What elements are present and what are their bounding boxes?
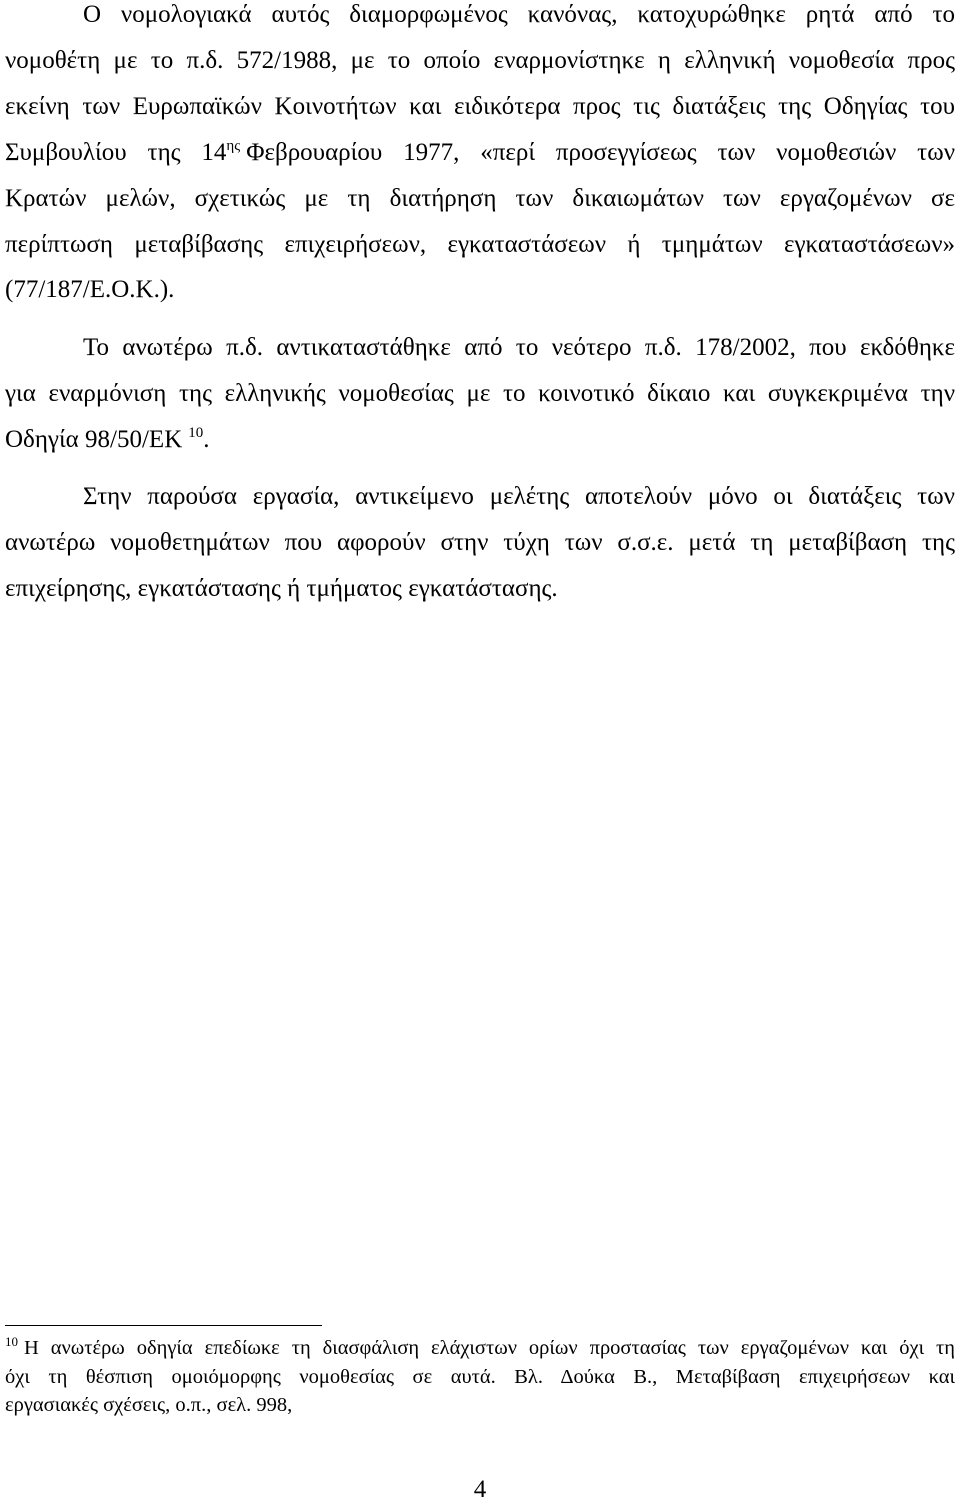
body-text: Συμβουλίου της 14	[5, 139, 227, 166]
footnote-separator	[5, 1325, 322, 1326]
footnote-marker: 10	[5, 1334, 18, 1349]
body-line: επιχείρησης, εγκατάστασης ή τμήματος εγκατάστασης.	[5, 575, 558, 602]
page-number: 4	[473, 1476, 487, 1503]
body-line: Ο νομολογιακά αυτός διαμορφωμένος κανόνας, κατοχυρώθηκε ρητά από το	[83, 1, 955, 28]
footnote-line: όχι τη θέσπιση ομοιόμορφης νομοθεσίας σε αυτά. Βλ. Δούκα Β., Μεταβίβαση επιχειρήσεων και	[5, 1366, 955, 1388]
footnote-reference: 10	[188, 425, 204, 441]
body-line: για εναρμόνιση της ελληνικής νομοθεσίας με το κοινοτικό δίκαιο και συγκεκριμένα την	[5, 380, 955, 407]
body-line: ανωτέρω νομοθετημάτων που αφορούν στην τύχη των σ.σ.ε. μετά τη μεταβίβαση της	[5, 529, 955, 556]
body-text: Οδηγία 98/50/ΕΚ	[5, 426, 183, 453]
body-line: νομοθέτη με το π.δ. 572/1988, με το οποίο εναρμονίστηκε η ελληνική νομοθεσία προς	[5, 47, 955, 74]
body-line: εκείνη των Ευρωπαϊκών Κοινοτήτων και ειδικότερα προς τις διατάξεις της Οδηγίας του	[5, 93, 955, 120]
body-line: (77/187/Ε.Ο.Κ.).	[5, 276, 175, 303]
body-line: Το ανωτέρω π.δ. αντικαταστάθηκε από το νεότερο π.δ. 178/2002, που εκδόθηκε	[83, 334, 955, 361]
body-text: Φεβρουαρίου 1977, «περί προσεγγίσεως των νομοθεσιών των	[246, 139, 955, 166]
ordinal-superscript: ης	[226, 138, 241, 154]
body-line: Στην παρούσα εργασία, αντικείμενο μελέτης αποτελούν μόνο οι διατάξεις των	[83, 483, 955, 510]
body-line: περίπτωση μεταβίβασης επιχειρήσεων, εγκαταστάσεων ή τμημάτων εγκαταστάσεων»	[5, 231, 955, 258]
body-text: .	[203, 426, 210, 453]
footnote-line: εργασιακές σχέσεις, ο.π., σελ. 998,	[5, 1394, 293, 1416]
body-line: Κρατών μελών, σχετικώς με τη διατήρηση των δικαιωμάτων των εργαζομένων σε	[5, 185, 955, 212]
footnote-line	[5, 1334, 955, 1362]
footnote-text: Η ανωτέρω οδηγία επεδίωκε τη διασφάλιση ελάχιστων ορίων προστασίας των εργαζομένων και όχι τη	[24, 1337, 955, 1359]
body-line	[5, 425, 955, 455]
body-line	[5, 138, 955, 168]
